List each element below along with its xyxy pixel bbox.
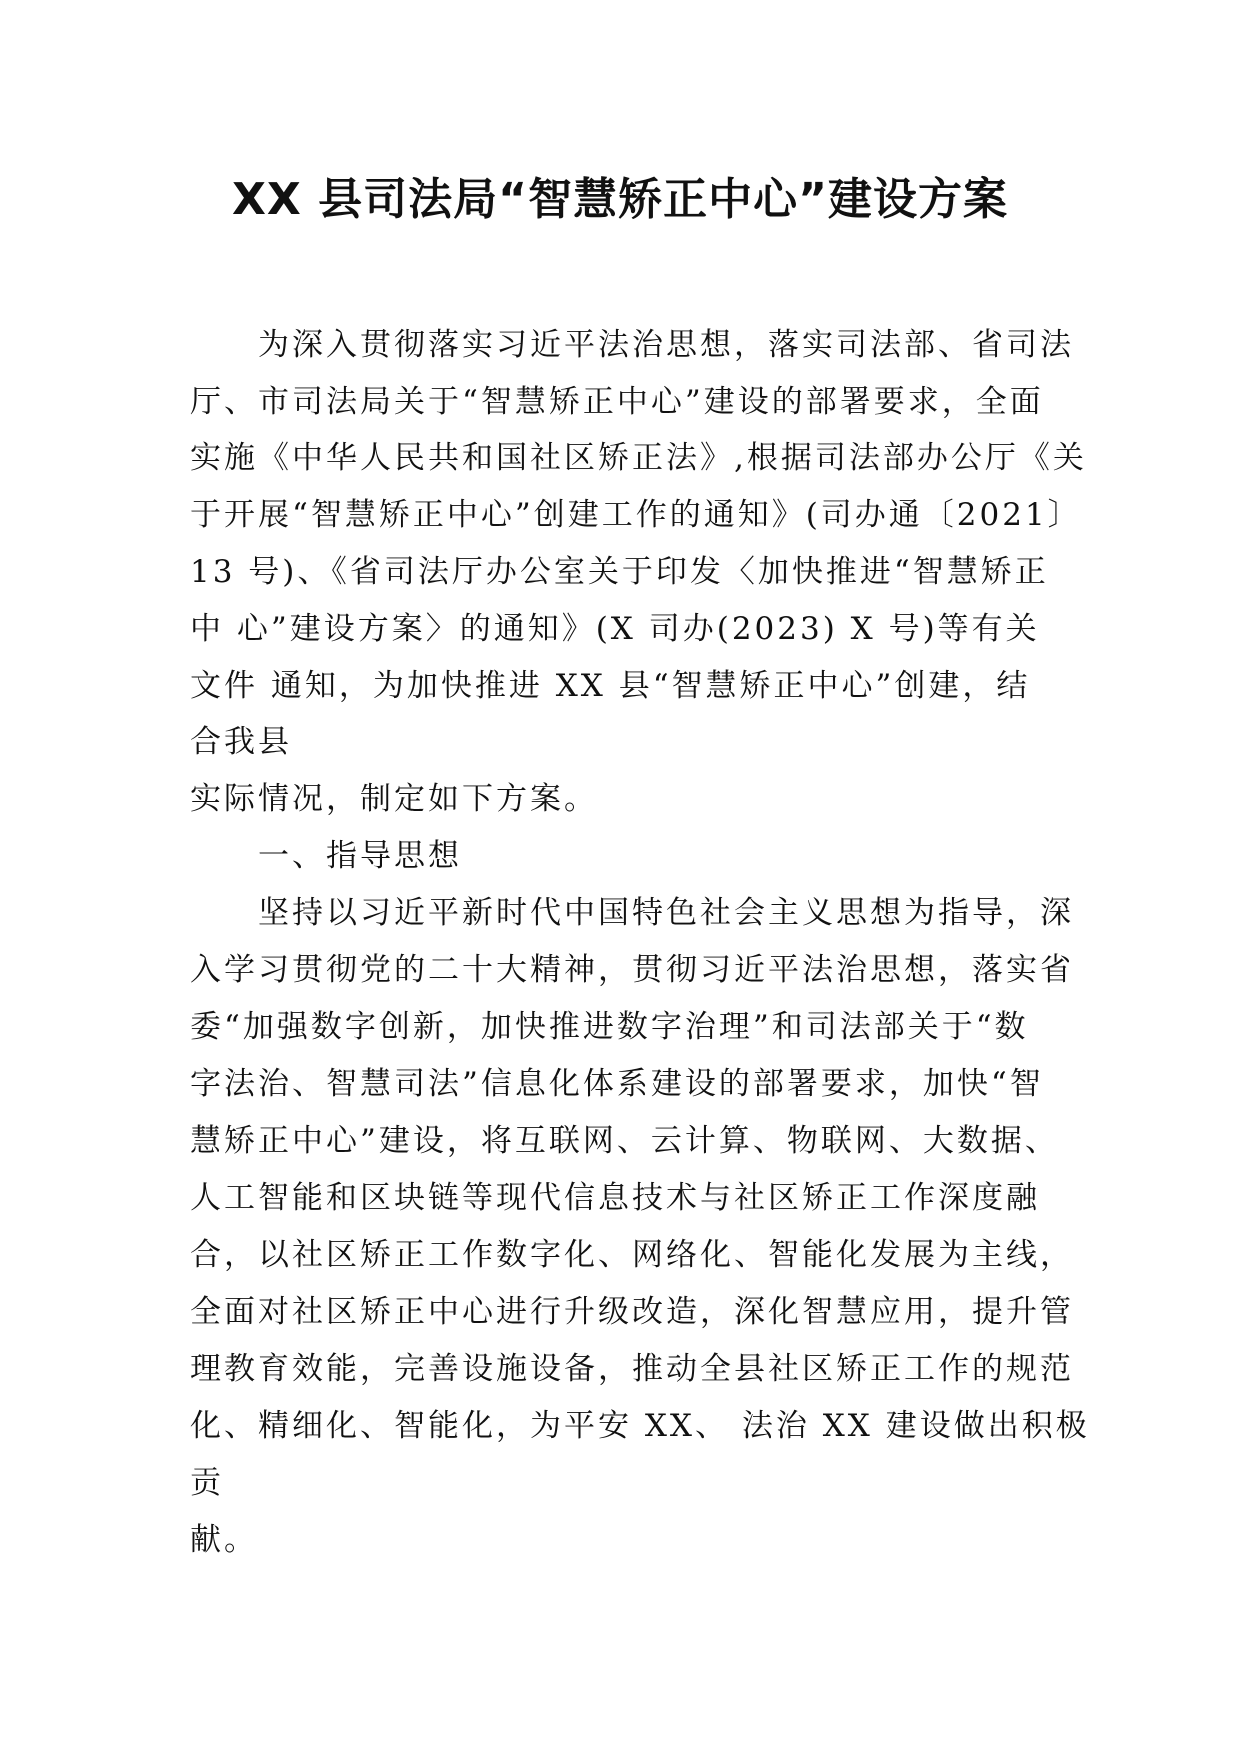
text-line: 13 号)、《省司法厅办公室关于印发〈加快推进“智慧矫正 <box>190 554 1049 590</box>
text-line: 全面对社区矫正中心进行升级改造，深化智慧应用，提升管 <box>190 1294 1074 1330</box>
text-line: 慧矫正中心”建设，将互联网、云计算、物联网、大数据、 <box>190 1123 1059 1159</box>
text-line: 合我县 <box>190 724 292 760</box>
text-line: 字法治、智慧司法”信息化体系建设的部署要求，加快“智 <box>190 1066 1044 1102</box>
text-line: 委“加强数字创新，加快推进数字治理”和司法部关于“数 <box>190 1009 1029 1045</box>
text-line: 化、精细化、智能化，为平安 XX、 法治 XX 建设做出积极 <box>190 1408 1090 1444</box>
text-line: 坚持以习近平新时代中国特色社会主义思想为指导，深 <box>190 895 1074 931</box>
document-title: XX 县司法局“智慧矫正中心”建设方案 <box>231 174 1008 225</box>
text-line: 贡 <box>190 1465 224 1501</box>
text-line: 中 心”建设方案〉的通知》(X 司办(2023) X 号)等有关 <box>190 611 1040 647</box>
text-line: 厅、市司法局关于“智慧矫正中心”建设的部署要求，全面 <box>190 384 1044 420</box>
section-heading: 一、指导思想 <box>190 838 462 874</box>
text-line: 于开展“智慧矫正中心”创建工作的通知》(司办通〔2021〕 <box>190 497 1082 533</box>
text-line: 为深入贯彻落实习近平法治思想，落实司法部、省司法 <box>190 327 1074 363</box>
text-line: 实施《中华人民共和国社区矫正法》,根据司法部办公厅《关 <box>190 440 1087 476</box>
text-line: 实际情况，制定如下方案。 <box>190 781 598 817</box>
text-line: 理教育效能，完善设施设备，推动全县社区矫正工作的规范 <box>190 1351 1074 1387</box>
text-line: 合，以社区矫正工作数字化、网络化、智能化发展为主线， <box>190 1237 1074 1273</box>
text-line: 人工智能和区块链等现代信息技术与社区矫正工作深度融 <box>190 1180 1040 1216</box>
text-line: 献。 <box>190 1522 258 1558</box>
text-line: 文件 通知，为加快推进 XX 县“智慧矫正中心”创建，结 <box>190 668 1031 704</box>
text-line: 入学习贯彻党的二十大精神，贯彻习近平法治思想，落实省 <box>190 952 1074 988</box>
